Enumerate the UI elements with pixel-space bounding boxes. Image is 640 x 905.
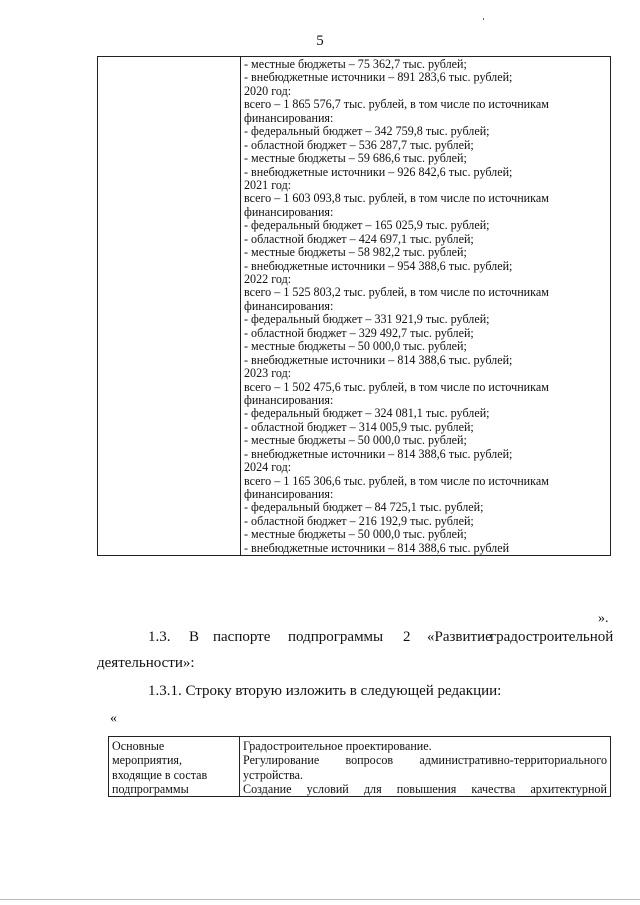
funding-year-heading: 2021 год: bbox=[244, 177, 292, 192]
funding-table-continuation bbox=[97, 56, 611, 556]
funding-line: - областной бюджет – 216 192,9 тыс. рублей; bbox=[244, 513, 474, 528]
value-word: архитектурной bbox=[530, 781, 607, 796]
funding-year-heading: 2020 год: bbox=[244, 83, 292, 98]
paragraph-word: градостроительной bbox=[490, 629, 614, 645]
value-word: административно-территориального bbox=[419, 753, 607, 768]
funding-line: - федеральный бюджет – 342 759,8 тыс. рублей; bbox=[244, 124, 490, 139]
value-word: Регулирование bbox=[243, 753, 320, 768]
funding-line: финансирования: bbox=[244, 204, 334, 219]
funding-line: всего – 1 502 475,6 тыс. рублей, в том числе по источникам bbox=[244, 379, 549, 394]
value-line: устройства. bbox=[243, 767, 304, 782]
funding-line: финансирования: bbox=[244, 392, 334, 407]
funding-line: финансирования: bbox=[244, 298, 334, 313]
value-word: качества bbox=[471, 781, 516, 796]
subprogram-table bbox=[108, 736, 611, 797]
funding-line: - местные бюджеты – 58 982,2 тыс. рублей; bbox=[244, 245, 467, 260]
funding-line: - местные бюджеты – 50 000,0 тыс. рублей; bbox=[244, 527, 467, 542]
row-label-line: подпрограммы bbox=[112, 781, 189, 796]
funding-line: всего – 1 603 093,8 тыс. рублей, в том числе по источникам bbox=[244, 191, 549, 206]
funding-line: - областной бюджет – 314 005,9 тыс. рублей; bbox=[244, 419, 474, 434]
row-label-cell bbox=[109, 737, 240, 797]
row-label-line: Основные bbox=[112, 739, 165, 753]
value-line: Градостроительное проектирование. bbox=[243, 739, 432, 753]
row-label-line: входящие в состав bbox=[112, 767, 208, 782]
paragraph-word: 1.3. bbox=[148, 629, 171, 645]
paragraph-word: В bbox=[189, 629, 200, 645]
funding-line: - внебюджетные источники – 891 283,6 тыс. рублей; bbox=[244, 70, 513, 85]
funding-line: - внебюджетные источники – 814 388,6 тыс. рублей; bbox=[244, 446, 513, 461]
funding-line: всего – 1 865 576,7 тыс. рублей, в том числе по источникам bbox=[244, 97, 549, 112]
paragraph-word: «Развитие bbox=[427, 629, 492, 645]
paragraph-word: подпрограммы bbox=[288, 629, 384, 645]
paragraph-word: паспорте bbox=[213, 629, 271, 645]
scan-speck bbox=[483, 18, 484, 20]
value-line-justified bbox=[243, 753, 607, 767]
row-label-line: мероприятия, bbox=[112, 753, 183, 768]
value-line-justified bbox=[243, 782, 607, 796]
value-word: для bbox=[363, 781, 382, 796]
funding-line: - местные бюджеты – 59 686,6 тыс. рублей; bbox=[244, 151, 467, 166]
funding-line: - внебюджетные источники – 814 388,6 тыс. рублей; bbox=[244, 352, 513, 367]
funding-line: - местные бюджеты – 50 000,0 тыс. рублей; bbox=[244, 339, 467, 354]
value-word: Создание bbox=[243, 781, 292, 796]
funding-line: - местные бюджеты – 50 000,0 тыс. рублей; bbox=[244, 433, 467, 448]
funding-line: - областной бюджет – 424 697,1 тыс. рублей; bbox=[244, 231, 474, 246]
closing-quote: ». bbox=[598, 611, 609, 626]
funding-year-heading: 2022 год: bbox=[244, 272, 292, 286]
funding-line: - внебюджетные источники – 926 842,6 тыс. рублей; bbox=[244, 164, 513, 179]
page-bottom-edge bbox=[0, 899, 640, 900]
funding-line: - федеральный бюджет – 331 921,9 тыс. рублей; bbox=[244, 312, 490, 327]
funding-line: всего – 1 525 803,2 тыс. рублей, в том числе по источникам bbox=[244, 285, 549, 300]
value-word: условий bbox=[306, 781, 349, 796]
funding-line: - местные бюджеты – 75 362,7 тыс. рублей; bbox=[244, 57, 467, 71]
funding-details-cell bbox=[241, 57, 611, 556]
funding-line: - областной бюджет – 536 287,7 тыс. рублей; bbox=[244, 137, 474, 152]
funding-line: - внебюджетные источники – 814 388,6 тыс. рублей bbox=[244, 540, 510, 555]
page-number: 5 bbox=[316, 33, 324, 49]
funding-line: всего – 1 165 306,6 тыс. рублей, в том числе по источникам bbox=[244, 473, 549, 488]
paragraph-1-3-continuation: деятельности»: bbox=[97, 655, 195, 671]
empty-label-cell bbox=[98, 57, 241, 556]
paragraph-1-3-1: 1.3.1. Строку вторую изложить в следующей редакции: bbox=[148, 683, 502, 699]
paragraph-word: 2 bbox=[403, 629, 411, 645]
funding-line: финансирования: bbox=[244, 487, 334, 501]
funding-line: финансирования: bbox=[244, 110, 334, 125]
funding-year-heading: 2023 год: bbox=[244, 366, 292, 381]
row-value-cell bbox=[240, 737, 611, 797]
funding-line: - внебюджетные источники – 954 388,6 тыс. рублей; bbox=[244, 258, 513, 273]
funding-line: - федеральный бюджет – 324 081,1 тыс. рублей; bbox=[244, 406, 490, 421]
funding-year-heading: 2024 год: bbox=[244, 460, 292, 475]
funding-line: - федеральный бюджет – 165 025,9 тыс. рублей; bbox=[244, 218, 490, 233]
funding-line: - областной бюджет – 329 492,7 тыс. рублей; bbox=[244, 325, 474, 340]
value-word: повышения bbox=[396, 781, 457, 796]
funding-line: - федеральный бюджет – 84 725,1 тыс. рублей; bbox=[244, 500, 484, 515]
opening-quote: « bbox=[110, 711, 117, 726]
value-word: вопросов bbox=[345, 753, 394, 768]
